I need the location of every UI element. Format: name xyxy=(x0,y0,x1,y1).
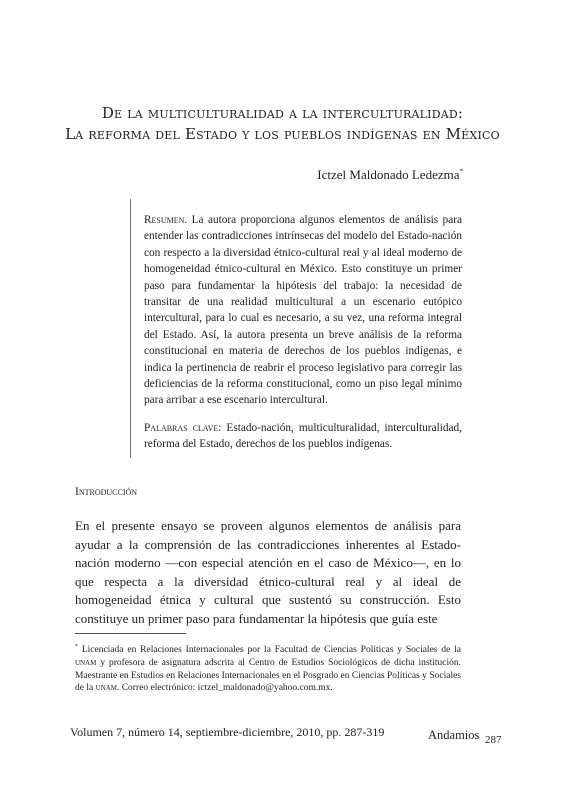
journal-info: Volumen 7, número 14, septiembre-diciembre, 2010, pp. 287-319 xyxy=(70,725,385,739)
abstract-box xyxy=(130,199,462,458)
abstract-content xyxy=(144,212,462,453)
article-title xyxy=(40,103,525,145)
footnote-unam-1: unam xyxy=(75,657,97,668)
footnote-text-c: . Correo electrónico: ictzel_maldonado@yahoo.com.mx. xyxy=(116,683,333,694)
title-line-1: De la multiculturalidad a la interculturalidad: xyxy=(101,104,464,122)
page-number: 287 xyxy=(485,734,502,746)
footnote-text-a: Licenciada en Relaciones Internacionales por la Facultad de Ciencias Políticas y Sociales de la xyxy=(81,645,461,656)
abstract-text: La autora proporciona algunos elementos de análisis para entender las contradicciones intrínsecas del modelo del Estado-nación con respecto a la diversidad étnico-cultural real y al ideal moderno de homogeneidad étnico-cultural en México. Esto constituye un primer paso para fundamentar la hipótesis del trabajo: la necesidad de transitar de una realidad multicultural a un escenario eutópico intercultural, para lo cual es necesario, a su vez, una reforma integral del Estado. Así, la autora presenta un breve análisis de la reforma constitucional en materia de derechos de los pueblos indígenas, e indica la pertinencia de reabrir el proceso legislativo para corregir las deficiencias de la reforma constitucional, como un piso legal mínimo para arribar a ese escenario intercultural. xyxy=(144,214,462,407)
keywords-label: Palabras clave: xyxy=(144,421,222,434)
footnote-divider xyxy=(75,633,186,634)
keywords-text: Estado-nación, multiculturalidad, interculturalidad, reforma del Estado, derechos de los pueblos indígenas. xyxy=(144,421,462,451)
abstract-paragraph xyxy=(144,212,462,409)
author-line xyxy=(317,167,463,183)
keywords-paragraph xyxy=(144,420,462,453)
footnote-unam-2: unam xyxy=(95,683,117,694)
section-heading: Introducción xyxy=(75,486,138,498)
journal-name: Andamios xyxy=(428,728,480,742)
body-paragraph: En el presente ensayo se proveen algunos elementos de análisis para ayudar a la comprensión de las contradicciones inherentes al Estado-nación moderno —con especial atención en el caso de México—, en lo que respecta a la diversidad étnico-cultural real y al ideal de homogeneidad étnica y cultural que sustentó su construcción. Esto constituye un primer paso para fundamentar la hipótesis que guía este xyxy=(75,518,461,626)
author-name: Ictzel Maldonado Ledezma xyxy=(317,167,460,182)
author-footnote-mark[interactable]: * xyxy=(459,167,463,176)
title-line-2: La reforma del Estado y los pueblos indígenas en México xyxy=(65,125,500,143)
footnote xyxy=(75,641,461,695)
abstract-label: Resumen. xyxy=(144,214,188,226)
footnote-mark: * xyxy=(75,644,78,650)
footnote-text-b: y profesora de asignatura adscrita al Centro de Estudios Sociológicos de dicha institución. Maestrante en Estudios en Relaciones Internacionales en el Posgrado en Ciencias Políticas y Sociales de la xyxy=(75,657,461,694)
